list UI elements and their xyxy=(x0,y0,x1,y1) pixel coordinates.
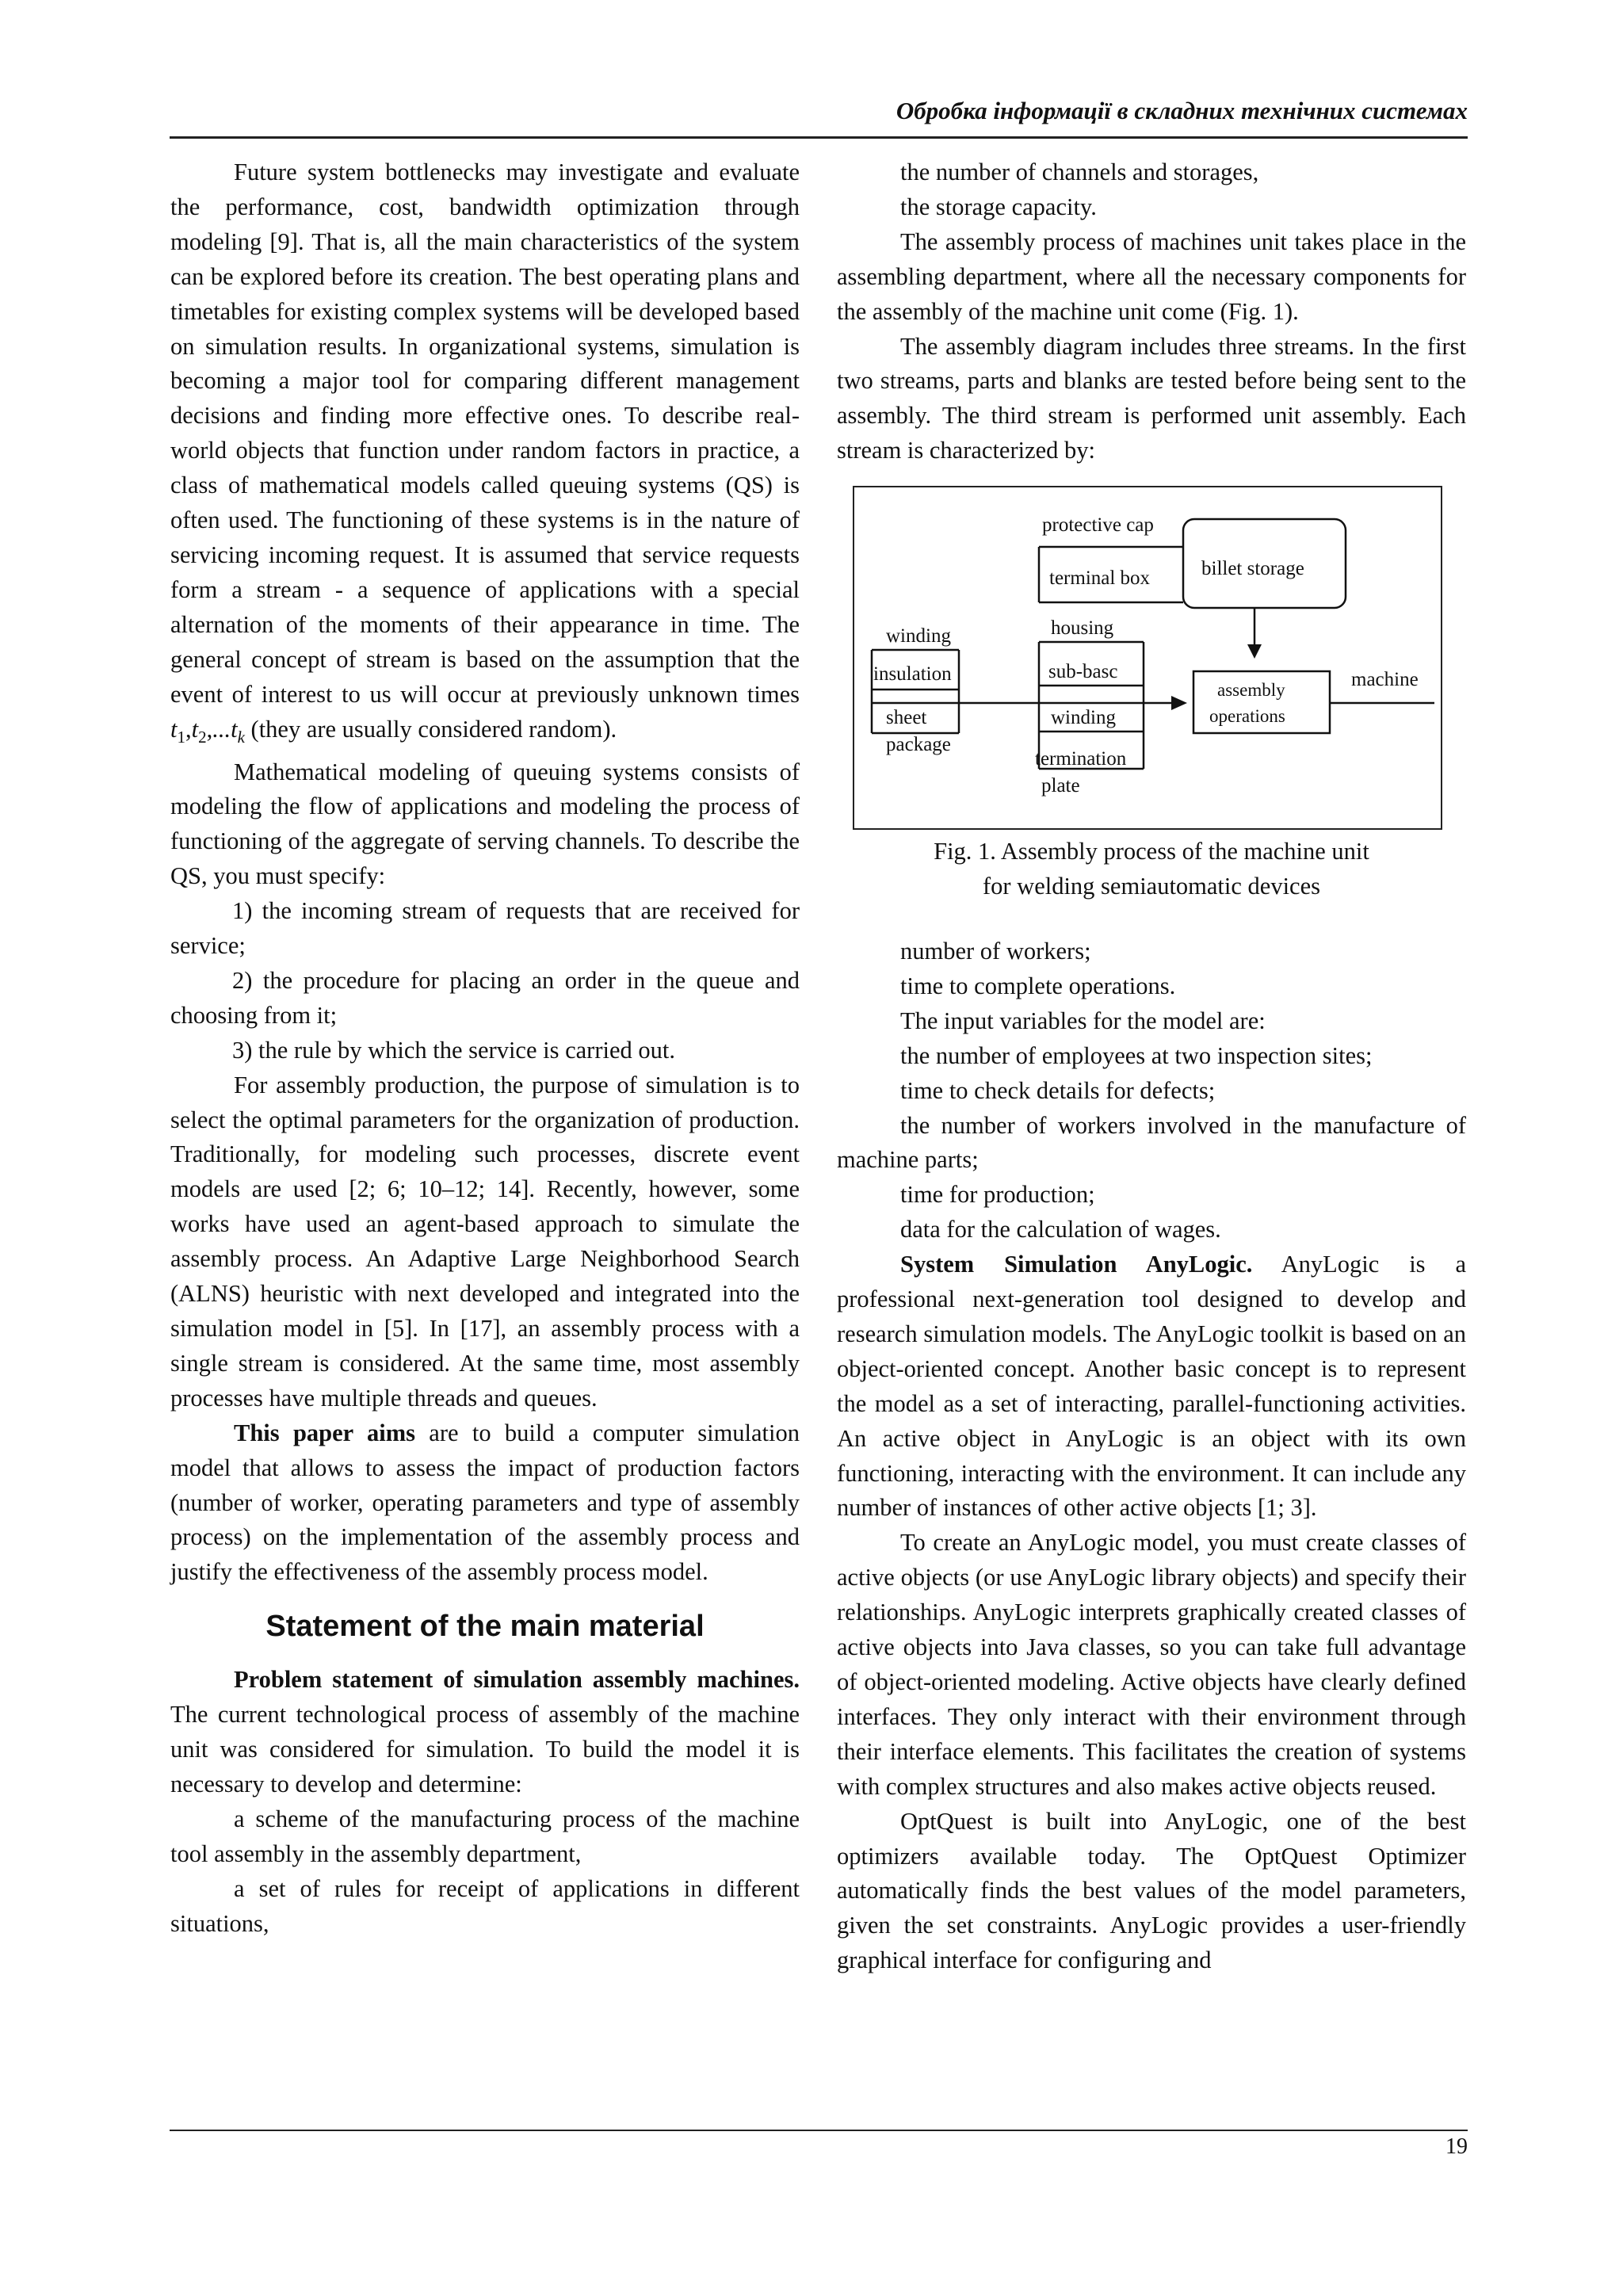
right-line-9: data for the calculation of wages. xyxy=(900,1216,1221,1244)
right-paragraph-6: OptQuest is built into AnyLogic, one of the best optimizers available today. The OptQuest Optimizer automatically finds the best values of the model parameters, given the set constraints. AnyLogic provides a user-friendly graphical interface for configuring and xyxy=(837,1807,1466,1974)
right-column xyxy=(837,155,1466,1978)
right-paragraph-4: System Simulation AnyLogic. AnyLogic is a professional next-generation tool designed to develop and research simulation models. The AnyLogic toolkit is based on an object-oriented concept. Another basic concept is to represent the model as a set of interacting, parallel-functioning activities. An active object in AnyLogic is an object with its own functioning, interacting with the environment. It can include any number of instances of other active objects [1; 3]. xyxy=(837,1251,1466,1522)
figure-caption-line-1: Fig. 1. Assembly process of the machine unit xyxy=(934,838,1369,865)
label-assembly: assembly xyxy=(1217,680,1285,701)
list-item-3: 3) the rule by which the service is carried out. xyxy=(232,1036,675,1064)
list-item-1: 1) the incoming stream of requests that are received for service; xyxy=(170,897,800,960)
label-winding-mid: winding xyxy=(1051,707,1116,729)
label-package: package xyxy=(886,734,951,756)
storage-arrow-head xyxy=(1247,644,1262,659)
right-paragraph-5: To create an AnyLogic model, you must create classes of active objects (or use AnyLogic library objects) and specify their relationships. AnyLogic interprets graphically created classes of active objects into Java classes, so you can take full advantage of object-oriented modeling. Active objects have clearly defined interfaces. They only interact with their environment through their interface elements. This facilitates the creation of systems with complex structures and also makes active objects reused. xyxy=(837,1529,1466,1800)
right-line-8: time for production; xyxy=(900,1181,1095,1209)
right-line-1: the number of channels and storages, xyxy=(900,159,1259,185)
label-plate: plate xyxy=(1041,775,1080,797)
right-line-3: number of workers; xyxy=(900,937,1091,965)
label-sub-base: sub-basc xyxy=(1048,661,1118,683)
right-paragraph-2: The assembly diagram includes three streams. In the first two streams, parts and blanks are tested before being sent to the assembly. The third stream is performed unit assembly. Each stream is characterized by: xyxy=(837,332,1466,464)
right-line-7: time to check details for defects; xyxy=(900,1076,1216,1104)
label-operations: operations xyxy=(1209,706,1285,727)
left-paragraph-5: Problem statement of simulation assembly machines. The current technological process of assembly of the machine unit was considered for simulation. To build the model it is necessary to develop and determine: xyxy=(170,1666,800,1797)
right-line-6: the number of employees at two inspection sites; xyxy=(900,1041,1373,1069)
label-housing: housing xyxy=(1051,617,1114,640)
left-paragraph-4: This paper aims are to build a computer simulation model that allows to assess the impact of production factors (number of worker, operating parameters and type of assembly process) on the implementation of the assembly process and justify the effectiveness of the assembly process model. xyxy=(170,1419,800,1586)
assembly-diagram xyxy=(853,486,1442,830)
left-column xyxy=(170,155,800,1942)
section-heading: Statement of the main material xyxy=(265,1610,705,1644)
label-winding-left: winding xyxy=(886,625,951,648)
left-paragraph-1: Future system bottlenecks may investigate and evaluate the performance, cost, bandwidth optimization through modeling [9]. That is, all the main characteristics of the system can be explored before its creation. The best operating plans and timetables for existing complex systems will be developed based on simulation results. In organizational systems, simulation is becoming a major tool for comparing different management decisions and finding more effective ones. To describe real-world objects that function under random factors in practice, a class of mathematical models called queuing systems (QS) is often used. The functioning of these systems is in the nature of servicing incoming request. It is assumed that service requests form a stream - a sequence of applications with a special alternation of the moments of their appearance in time. The general concept of stream is based on the assumption that the event of interest to us will occur at previously unknown times $t_1,t_2,...t_k$ (they are usually considered random). xyxy=(170,159,800,747)
page-number: 19 xyxy=(1445,2134,1468,2159)
right-line-2: the storage capacity. xyxy=(900,193,1097,220)
right-line-4: time to complete operations. xyxy=(900,972,1176,999)
label-sheet: sheet xyxy=(886,707,927,729)
left-paragraph-3: For assembly production, the purpose of simulation is to select the optimal parameters for the organization of production. Traditionally, for modeling such processes, discrete event models are used [2; 6; 10–12; 14]. Recently, however, some works have used an agent-based approach to simulate the assembly process. An Adaptive Large Neighborhood Search (ALNS) heuristic with next developed and integrated into the simulation model in [5]. In [17], an assembly process with a single stream is considered. At the same time, most assembly processes have multiple threads and queues. xyxy=(170,1071,800,1412)
list-item-2: 2) the procedure for placing an order in the queue and choosing from it; xyxy=(170,966,800,1029)
footer-rule xyxy=(170,2130,1468,2131)
header-rule xyxy=(170,136,1468,139)
figure-caption-line-2: for welding semiautomatic devices xyxy=(982,873,1321,900)
right-paragraph-3: the number of workers involved in the manufacture of machine parts; xyxy=(837,1111,1466,1174)
label-protective-cap: protective cap xyxy=(1042,514,1154,537)
formula-times: $t_1,t_2,...t_k$ xyxy=(170,715,245,747)
right-paragraph-1: The assembly process of machines unit takes place in the assembling department, where all the necessary components for the assembly of the machine unit come (Fig. 1). xyxy=(837,227,1466,325)
main-flow-arrow-head xyxy=(1171,696,1187,710)
label-machine: machine xyxy=(1351,669,1419,691)
left-paragraph-2: Mathematical modeling of queuing systems consists of modeling the flow of applications and modeling the process of functioning of the aggregate of serving channels. To describe the QS, you must specify: xyxy=(170,758,800,890)
label-termination: termination xyxy=(1035,748,1127,770)
label-terminal-box: terminal box xyxy=(1049,567,1151,590)
figure-caption xyxy=(837,835,1466,904)
assembly-diagram-svg xyxy=(854,487,1441,828)
left-paragraph-7: a set of rules for receipt of applications in different situations, xyxy=(170,1874,800,1937)
right-line-5: The input variables for the model are: xyxy=(900,1007,1266,1034)
label-billet-storage: billet storage xyxy=(1201,558,1304,580)
running-header: Обробка інформації в складних технічних системах xyxy=(896,97,1468,124)
label-insulation: insulation xyxy=(873,663,952,686)
left-paragraph-6: a scheme of the manufacturing process of the machine tool assembly in the assembly department, xyxy=(170,1805,800,1867)
